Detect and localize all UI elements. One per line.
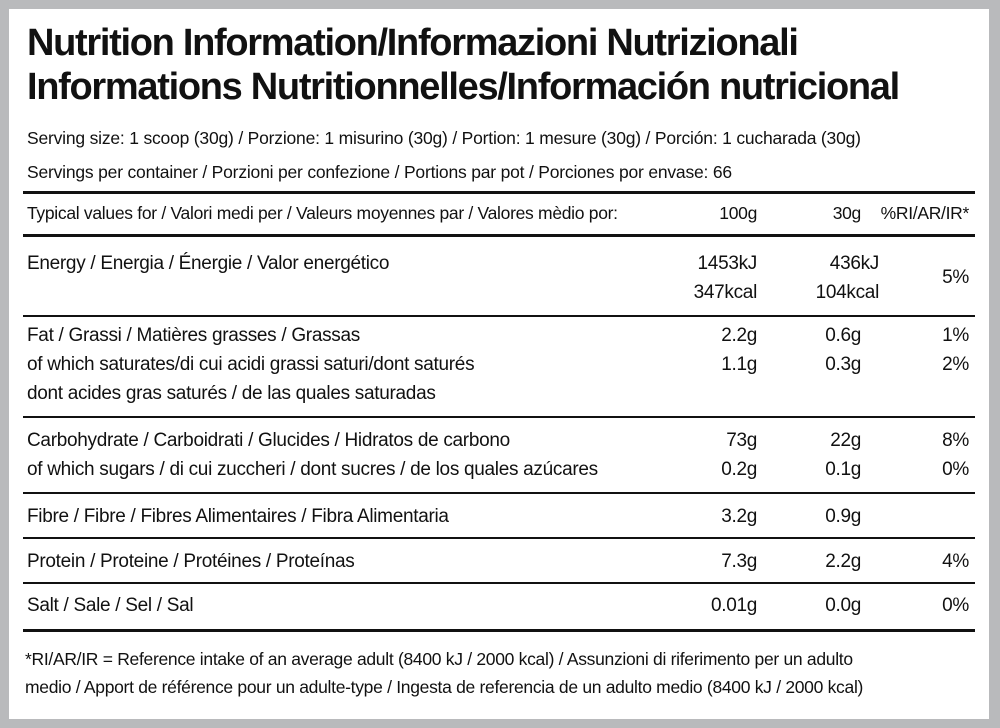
fat-100g: 2.2g xyxy=(721,325,757,346)
protein-label: Protein / Proteine / Protéines / Proteínas xyxy=(27,551,355,572)
header-rule xyxy=(23,234,975,237)
footnote-line-2: medio / Apport de référence pour un adulte-type / Ingesta de referencia de un adulto medio (8400 kJ / 2000 kcal) xyxy=(25,677,864,697)
saturates-100g: 1.1g xyxy=(721,354,757,375)
energy-kcal-30g: 104kcal xyxy=(815,282,879,303)
saturates-30g: 0.3g xyxy=(825,354,861,375)
rule-energy xyxy=(23,315,975,317)
carbohydrate-ri: 8% xyxy=(942,430,969,451)
header-100g: 100g xyxy=(719,203,757,223)
header-30g: 30g xyxy=(832,203,861,223)
title-line-1: Nutrition Information/Informazioni Nutrizionali xyxy=(27,22,798,64)
protein-30g: 2.2g xyxy=(825,551,861,572)
salt-100g: 0.01g xyxy=(710,595,757,616)
protein-100g: 7.3g xyxy=(721,551,757,572)
energy-ri: 5% xyxy=(942,267,969,288)
protein-ri: 4% xyxy=(942,551,969,572)
salt-label: Salt / Sale / Sel / Sal xyxy=(27,595,194,616)
saturates-label-2: dont acides gras saturés / de las quales saturadas xyxy=(27,383,436,404)
fat-label: Fat / Grassi / Matières grasses / Grassas xyxy=(27,325,360,346)
sugars-ri: 0% xyxy=(942,459,969,480)
sugars-30g: 0.1g xyxy=(825,459,861,480)
rule-fibre xyxy=(23,537,975,539)
table-bottom-rule xyxy=(23,629,975,632)
carbohydrate-label: Carbohydrate / Carboidrati / Glucides / Hidratos de carbono xyxy=(27,430,510,451)
salt-30g: 0.0g xyxy=(825,595,861,616)
title-line-2: Informations Nutritionnelles/Información nutricional xyxy=(27,66,899,108)
carbohydrate-100g: 73g xyxy=(726,430,757,451)
sugars-label: of which sugars / di cui zuccheri / dont sucres / de los quales azúcares xyxy=(27,459,598,480)
rule-fat xyxy=(23,416,975,418)
table-top-rule xyxy=(23,191,975,194)
carbohydrate-30g: 22g xyxy=(830,430,861,451)
nutrition-label xyxy=(9,9,989,719)
fibre-label: Fibre / Fibre / Fibres Alimentaires / Fibra Alimentaria xyxy=(27,506,449,527)
energy-label: Energy / Energia / Énergie / Valor energético xyxy=(27,253,390,274)
rule-carbs xyxy=(23,492,975,494)
header-label: Typical values for / Valori medi per / Valeurs moyennes par / Valores mèdio por: xyxy=(27,203,618,223)
rule-protein xyxy=(23,582,975,584)
fibre-30g: 0.9g xyxy=(825,506,861,527)
saturates-ri: 2% xyxy=(942,354,969,375)
energy-kcal-100g: 347kcal xyxy=(693,282,757,303)
footnote-line-1: *RI/AR/IR = Reference intake of an average adult (8400 kJ / 2000 kcal) / Assunzioni di riferimento per un adulto xyxy=(25,649,853,669)
energy-kj-100g: 1453kJ xyxy=(697,253,757,274)
fat-ri: 1% xyxy=(942,325,969,346)
sugars-100g: 0.2g xyxy=(721,459,757,480)
servings-per-container: Servings per container / Porzioni per confezione / Portions par pot / Porciones por envase: 66 xyxy=(27,162,732,182)
energy-kj-30g: 436kJ xyxy=(829,253,879,274)
saturates-label-1: of which saturates/di cui acidi grassi saturi/dont saturés xyxy=(27,354,475,375)
fibre-100g: 3.2g xyxy=(721,506,757,527)
fat-30g: 0.6g xyxy=(825,325,861,346)
salt-ri: 0% xyxy=(942,595,969,616)
header-ri: %RI/AR/IR* xyxy=(880,203,969,223)
serving-size: Serving size: 1 scoop (30g) / Porzione: 1 misurino (30g) / Portion: 1 mesure (30g) / Porción: 1 cucharada (30g) xyxy=(27,128,861,148)
